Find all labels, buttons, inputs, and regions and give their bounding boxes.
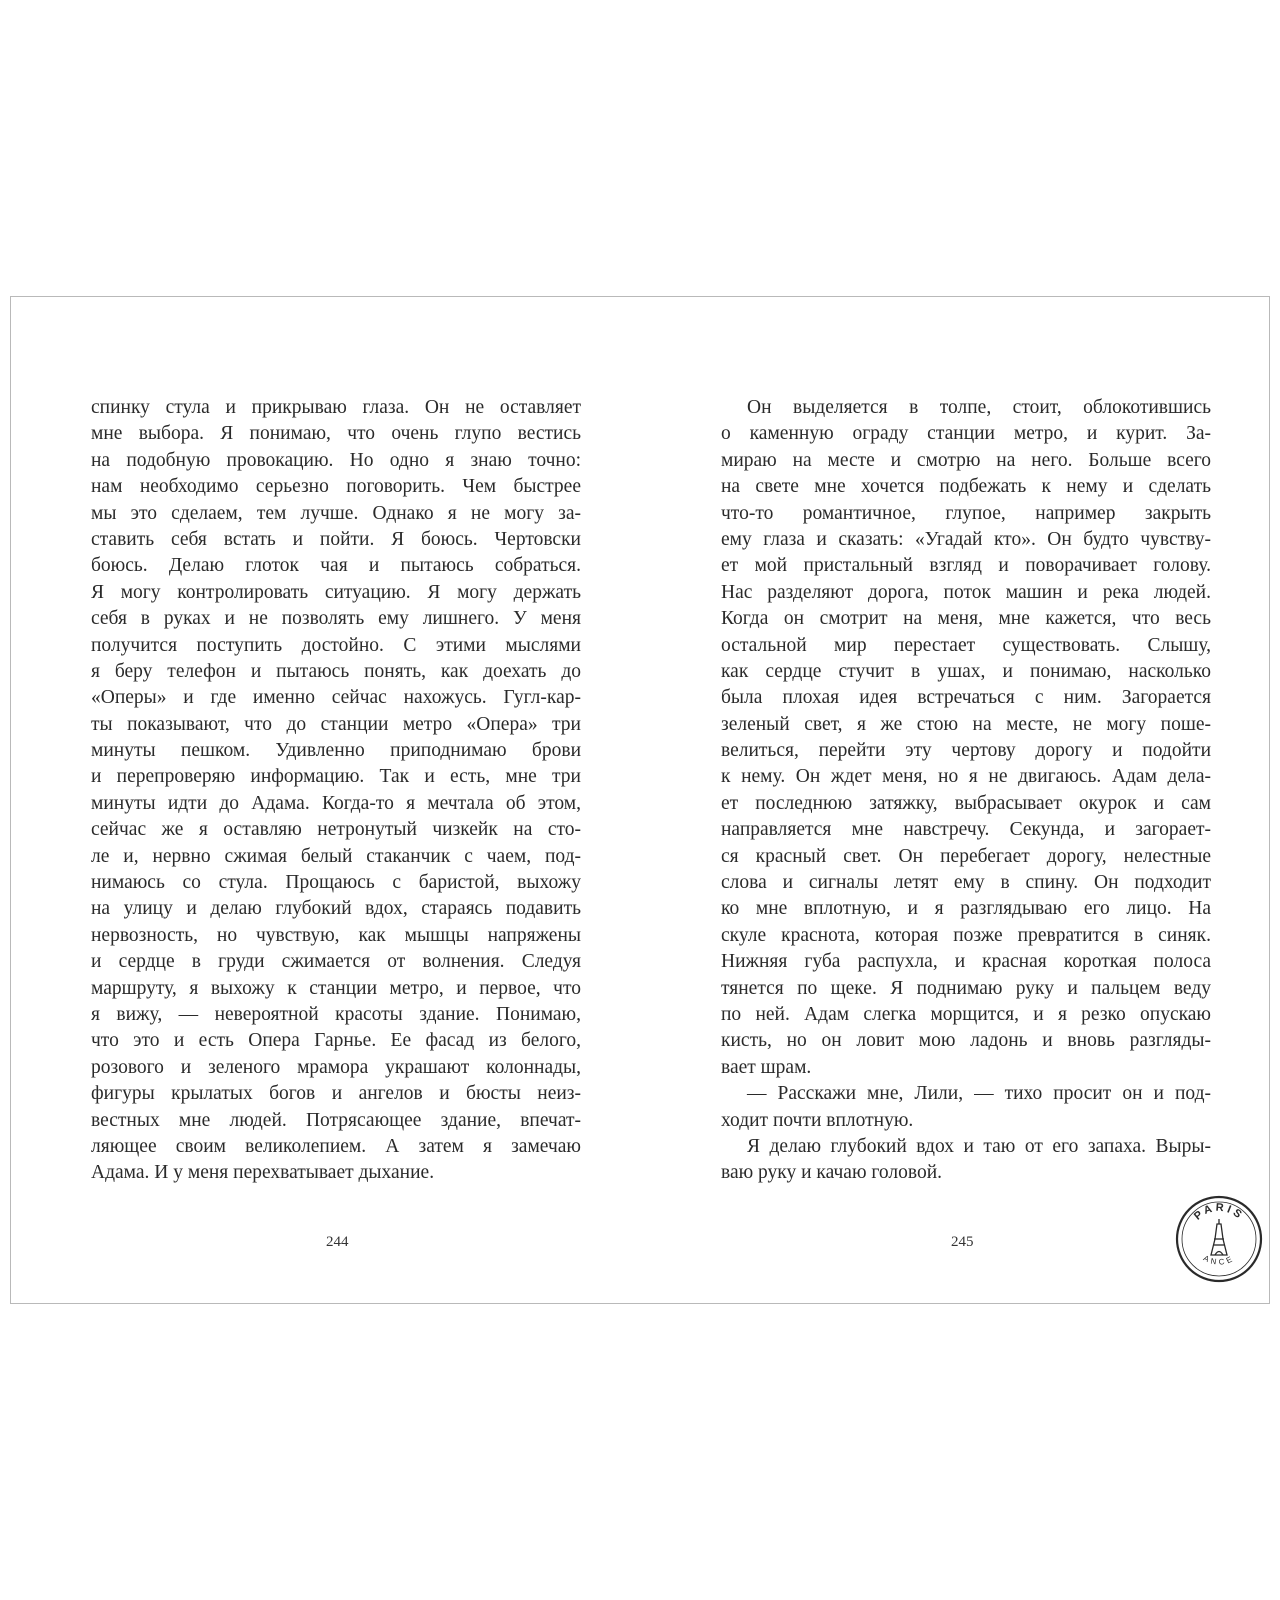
text-line: ко мне вплотную, и я разглядываю его лицо. На [721, 898, 1211, 920]
text-line: кисть, но он ловит мою ладонь и вновь разгляды- [721, 1030, 1211, 1052]
text-line: Адама. И у меня перехватывает дыхание. [91, 1162, 435, 1184]
text-line: ле и, нервно сжимая белый стаканчик с чаем, под- [91, 845, 581, 867]
text-line: я вижу, — невероятной красоты здание. Понимаю, [91, 1003, 581, 1025]
text-line: была плохая идея встречаться с ним. Загорается [721, 687, 1211, 709]
text-line: спинку стула и прикрываю глаза. Он не оставляет [91, 397, 581, 418]
page-number-left: 244 [326, 1234, 349, 1250]
text-line: скуле краснота, которая позже превратится в синяк. [721, 924, 1211, 946]
text-line: «Оперы» и где именно сейчас нахожусь. Гугл-кар- [91, 687, 581, 709]
text-line: ставить себя встать и пойти. Я боюсь. Чертовски [91, 528, 581, 550]
text-line: маршруту, я выхожу к станции метро, и первое, что [91, 977, 581, 999]
text-line: мне выбора. Я понимаю, что очень глупо вестись [91, 423, 581, 445]
text-line: что-то романтичное, глупое, например закрыть [721, 502, 1211, 524]
text-line: ся красный свет. Он перебегает дорогу, нелестные [721, 845, 1211, 867]
stamp-text-bottom: ANCE [1201, 1253, 1237, 1267]
text-line: о каменную ограду станции метро, и курит. За- [721, 423, 1211, 445]
text-line: на подобную провокацию. Но одно я знаю точно: [91, 449, 581, 471]
text-line: слова и сигналы летят ему в спину. Он подходит [721, 872, 1211, 894]
text-line: боюсь. Делаю глоток чая и пытаюсь собраться. [91, 555, 581, 577]
text-line: направляется мне навстречу. Секунда, и загорает- [721, 819, 1211, 841]
text-line: ты показывают, что до станции метро «Опера» три [91, 713, 581, 735]
paris-eiffel-stamp-icon [1173, 1193, 1265, 1285]
text-line: ваю руку и качаю головой. [721, 1162, 943, 1184]
text-line: и сердце в груди сжимается от волнения. Следуя [91, 951, 581, 973]
text-line: минуты идти до Адама. Когда-то я мечтала об этом, [91, 792, 581, 814]
text-line: ет мой пристальный взгляд и поворачивает голову. [721, 555, 1211, 577]
text-line: Когда он смотрит на меня, мне кажется, что весь [721, 608, 1211, 630]
text-line: ляющее своим великолепием. А затем я замечаю [91, 1135, 581, 1157]
page-number-right: 245 [951, 1234, 974, 1250]
text-line: фигуры крылатых богов и ангелов и бюсты неиз- [91, 1083, 581, 1105]
text-line: минуты пешком. Удивленно приподнимаю брови [91, 740, 581, 762]
text-line: Я могу контролировать ситуацию. Я могу держать [91, 581, 581, 603]
text-line: тянется по щеке. Я поднимаю руку и пальцем веду [721, 977, 1211, 999]
text-line: вестных мне людей. Потрясающее здание, впечат- [91, 1109, 581, 1131]
left-page-text [91, 395, 581, 1187]
text-line: на свете мне хочется подбежать к нему и сделать [721, 476, 1211, 498]
right-page-text [721, 395, 1211, 1187]
text-line: сейчас же я оставляю нетронутый чизкейк на сто- [91, 819, 581, 841]
text-line: ет последнюю затяжку, выбрасывает окурок и сам [721, 792, 1211, 814]
text-line: зеленый свет, я же стою на месте, не могу поше- [721, 713, 1211, 735]
stamp-text-top: PARIS [1191, 1201, 1247, 1223]
text-line: Нас разделяют дорога, поток машин и река людей. [721, 581, 1211, 603]
text-line: остальной мир перестает существовать. Слышу, [721, 634, 1211, 656]
text-line: велиться, перейти эту чертову дорогу и подойти [721, 740, 1211, 762]
text-line: по ней. Адам слегка морщится, и я резко опускаю [721, 1003, 1211, 1025]
text-line: и перепроверяю информацию. Так и есть, мне три [91, 766, 581, 788]
text-line: — Расскажи мне, Лили, — тихо просит он и под- [747, 1083, 1211, 1105]
text-line: нам необходимо серьезно поговорить. Чем быстрее [91, 476, 581, 498]
text-line: к нему. Он ждет меня, но я не двигаюсь. Адам дела- [721, 766, 1211, 788]
text-line: Я делаю глубокий вдох и таю от его запаха. Выры- [747, 1135, 1211, 1157]
text-line: на улицу и делаю глубокий вдох, стараясь подавить [91, 898, 581, 920]
text-line: себя в руках и не позволять ему лишнего. У меня [91, 608, 581, 630]
text-line: ему глаза и сказать: «Угадай кто». Он будто чувству- [721, 528, 1211, 550]
text-line: вает шрам. [721, 1056, 812, 1078]
text-line: я беру телефон и пытаюсь понять, как доехать до [91, 660, 581, 682]
text-line: нервозность, но чувствую, как мышцы напряжены [91, 924, 581, 946]
text-line: Он выделяется в толпе, стоит, облокотившись [747, 397, 1211, 418]
text-line: что это и есть Опера Гарнье. Ее фасад из белого, [91, 1030, 581, 1052]
text-line: как сердце стучит в ушах, и понимаю, насколько [721, 660, 1211, 682]
text-line: получится поступить достойно. С этими мыслями [91, 634, 581, 656]
text-line: нимаюсь со стула. Прощаюсь с баристой, выхожу [91, 872, 581, 894]
text-line: мы это сделаем, тем лучше. Однако я не могу за- [91, 502, 581, 524]
book-spread [10, 296, 1270, 1304]
text-line: мираю на месте и смотрю на него. Больше всего [721, 449, 1211, 471]
text-line: ходит почти вплотную. [721, 1109, 914, 1131]
text-line: Нижняя губа распухла, и красная короткая полоса [721, 951, 1211, 973]
text-line: розового и зеленого мрамора украшают колоннады, [91, 1056, 581, 1078]
